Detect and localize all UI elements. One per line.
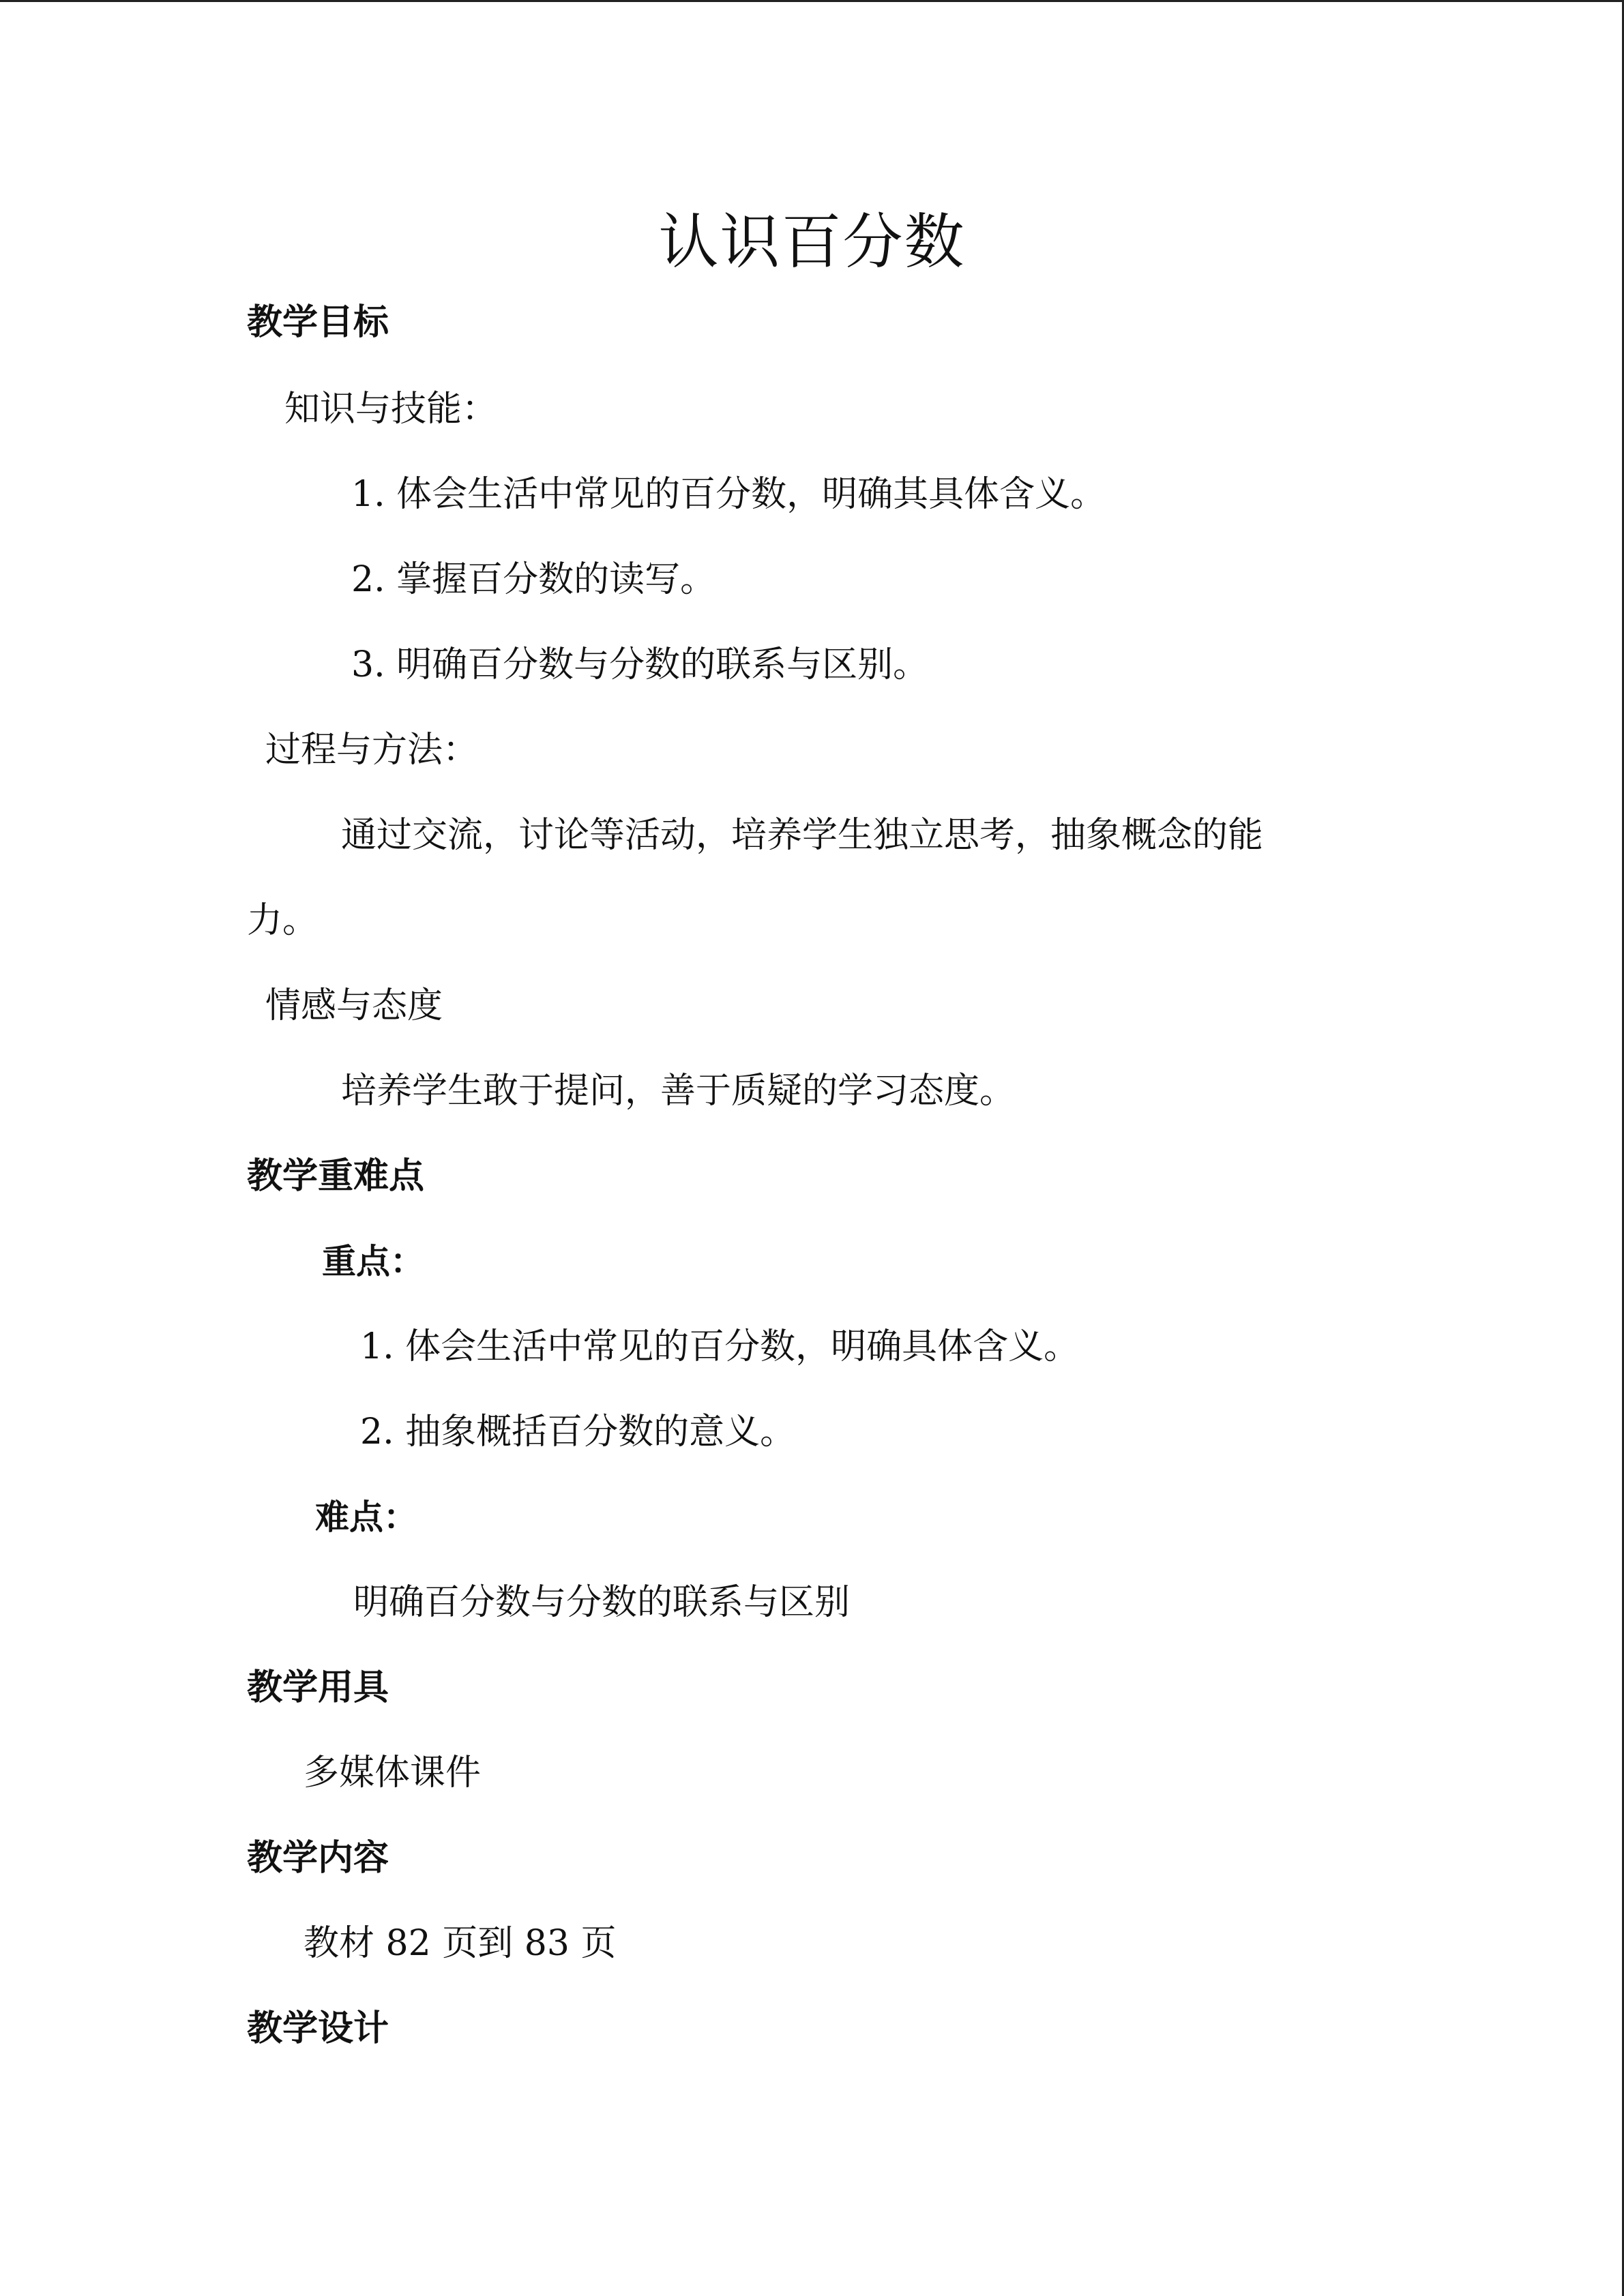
teaching-tools-text: 多媒体课件: [304, 1753, 482, 1793]
emotion-attitude-label: 情感与态度: [265, 985, 443, 1026]
difficulty-text: 明确百分数与分数的联系与区别: [353, 1582, 851, 1623]
knowledge-item-2: 2. 掌握百分数的读写。: [351, 559, 716, 600]
emotion-attitude-text: 培养学生敢于提问，善于质疑的学习态度。: [341, 1071, 1016, 1112]
document-title: 认识百分数: [658, 207, 966, 277]
knowledge-item-1: 1. 体会生活中常见的百分数，明确其具体含义。: [351, 474, 1106, 515]
heading-teaching-content: 教学内容: [247, 1838, 389, 1879]
focus-item-2: 2. 抽象概括百分数的意义。: [360, 1412, 796, 1452]
heading-teaching-tools: 教学用具: [247, 1667, 389, 1708]
knowledge-skills-label: 知识与技能：: [284, 389, 498, 430]
focus-item-1: 1. 体会生活中常见的百分数，明确具体含义。: [360, 1326, 1080, 1367]
difficulty-label: 难点：: [315, 1497, 417, 1537]
process-text-line-1: 通过交流，讨论等活动，培养学生独立思考，抽象概念的能: [341, 815, 1264, 856]
teaching-content-text: 教材 82 页到 83 页: [304, 1923, 617, 1964]
heading-teaching-goals: 教学目标: [247, 302, 389, 343]
heading-teaching-design: 教学设计: [247, 2008, 389, 2049]
process-method-label: 过程与方法：: [265, 730, 479, 771]
process-text-line-2: 力。: [247, 900, 319, 941]
heading-key-difficult-points: 教学重难点: [247, 1156, 425, 1197]
focus-label: 重点：: [322, 1242, 424, 1281]
knowledge-item-3: 3. 明确百分数与分数的联系与区别。: [351, 644, 929, 685]
